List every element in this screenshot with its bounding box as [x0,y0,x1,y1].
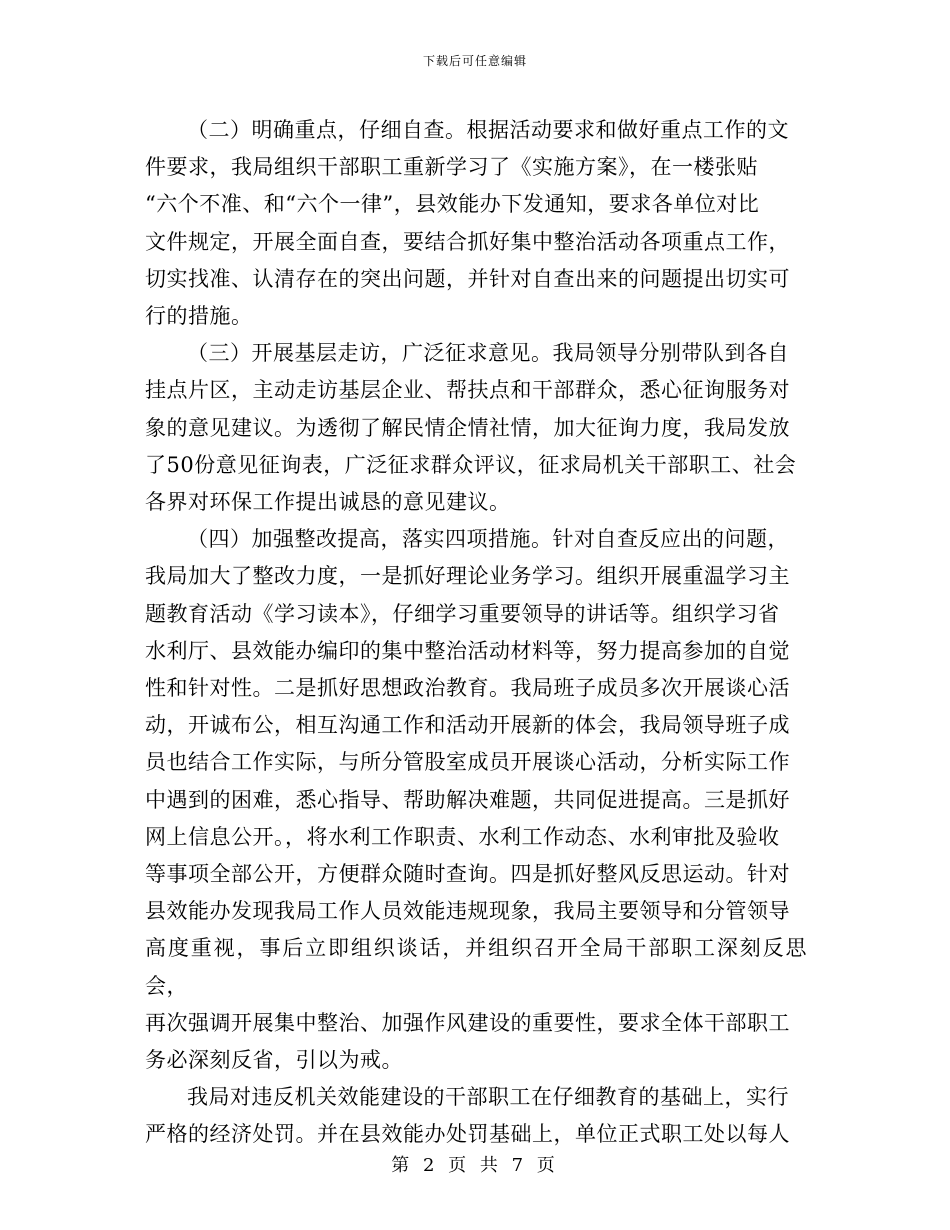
page-number: 第 2 页 共 7 页 [391,1155,559,1176]
paragraph-section-4: （四）加强整改提高，落实四项措施。针对自查反应出的问题， 我局加大了整改力度，一是抓好理论业务学习。组织开展重温学习主 题教育活动《学习读本》，仔细学习重要领导的讲话等。组织学习省 水利厅、县效能办编印的集中整治活动材料等，努力提高参加的自觉 性和针对性。二是抓好思想政治教育。我局班子成员多次开展谈心活 动，开诚布公，相互沟通工作和活动开展新的体会，我局领导班子成 员也结合工作实际，与所分管股室成员开展谈心活动，分析实际工作 中遇到的困难，悉心指导、帮助解决难题，共同促进提高。三是抓好 网上信息公开。，将水利工作职责、水利工作动态、水利审批及验收 等事项全部公开，方便群众随时查询。四是抓好整风反思运动。针对 县效能办发现我局工作人员效能违规现象，我局主要领导和分管领导 高度重视，事后立即组织谈话，并组织召开全局干部职工深刻反思会， 再次强调开展集中整治、加强作风建设的重要性，要求全体干部职工 务必深刻反省，引以为戒。 [145,527,807,1073]
paragraph-penalty: 我局对违反机关效能建设的干部职工在仔细教育的基础上，实行 严格的经济处罚。并在县效能办处罚基础上，单位正式职工处以每人 [145,1085,790,1147]
paragraph-section-3: （三）开展基层走访，广泛征求意见。我局领导分别带队到各自 挂点片区，主动走访基层企业、帮扶点和干部群众，悉心征询服务对 象的意见建议。为透彻了解民情企情社情，加大征询力度，我局发放 了50份意见征询表，广泛征求群众评议，征求局机关干部职工、社会 各界对环保工作提出诚恳的意见建议。 [145,341,797,515]
document-body [145,112,807,1154]
page-header: 下载后可任意编辑 [422,54,527,68]
paragraph-section-2: （二）明确重点，仔细自查。根据活动要求和做好重点工作的文 件要求，我局组织干部职工重新学习了《实施方案》，在一楼张贴 “六个不准、和“六个一律”，县效能办下发通知，要求各单位对比 文件规定，开展全面自查，要结合抓好集中整治活动各项重点工作， 切实找准、认清存在的突出问题，并针对自查出来的问题提出切实可 行的措施。 [145,118,790,329]
